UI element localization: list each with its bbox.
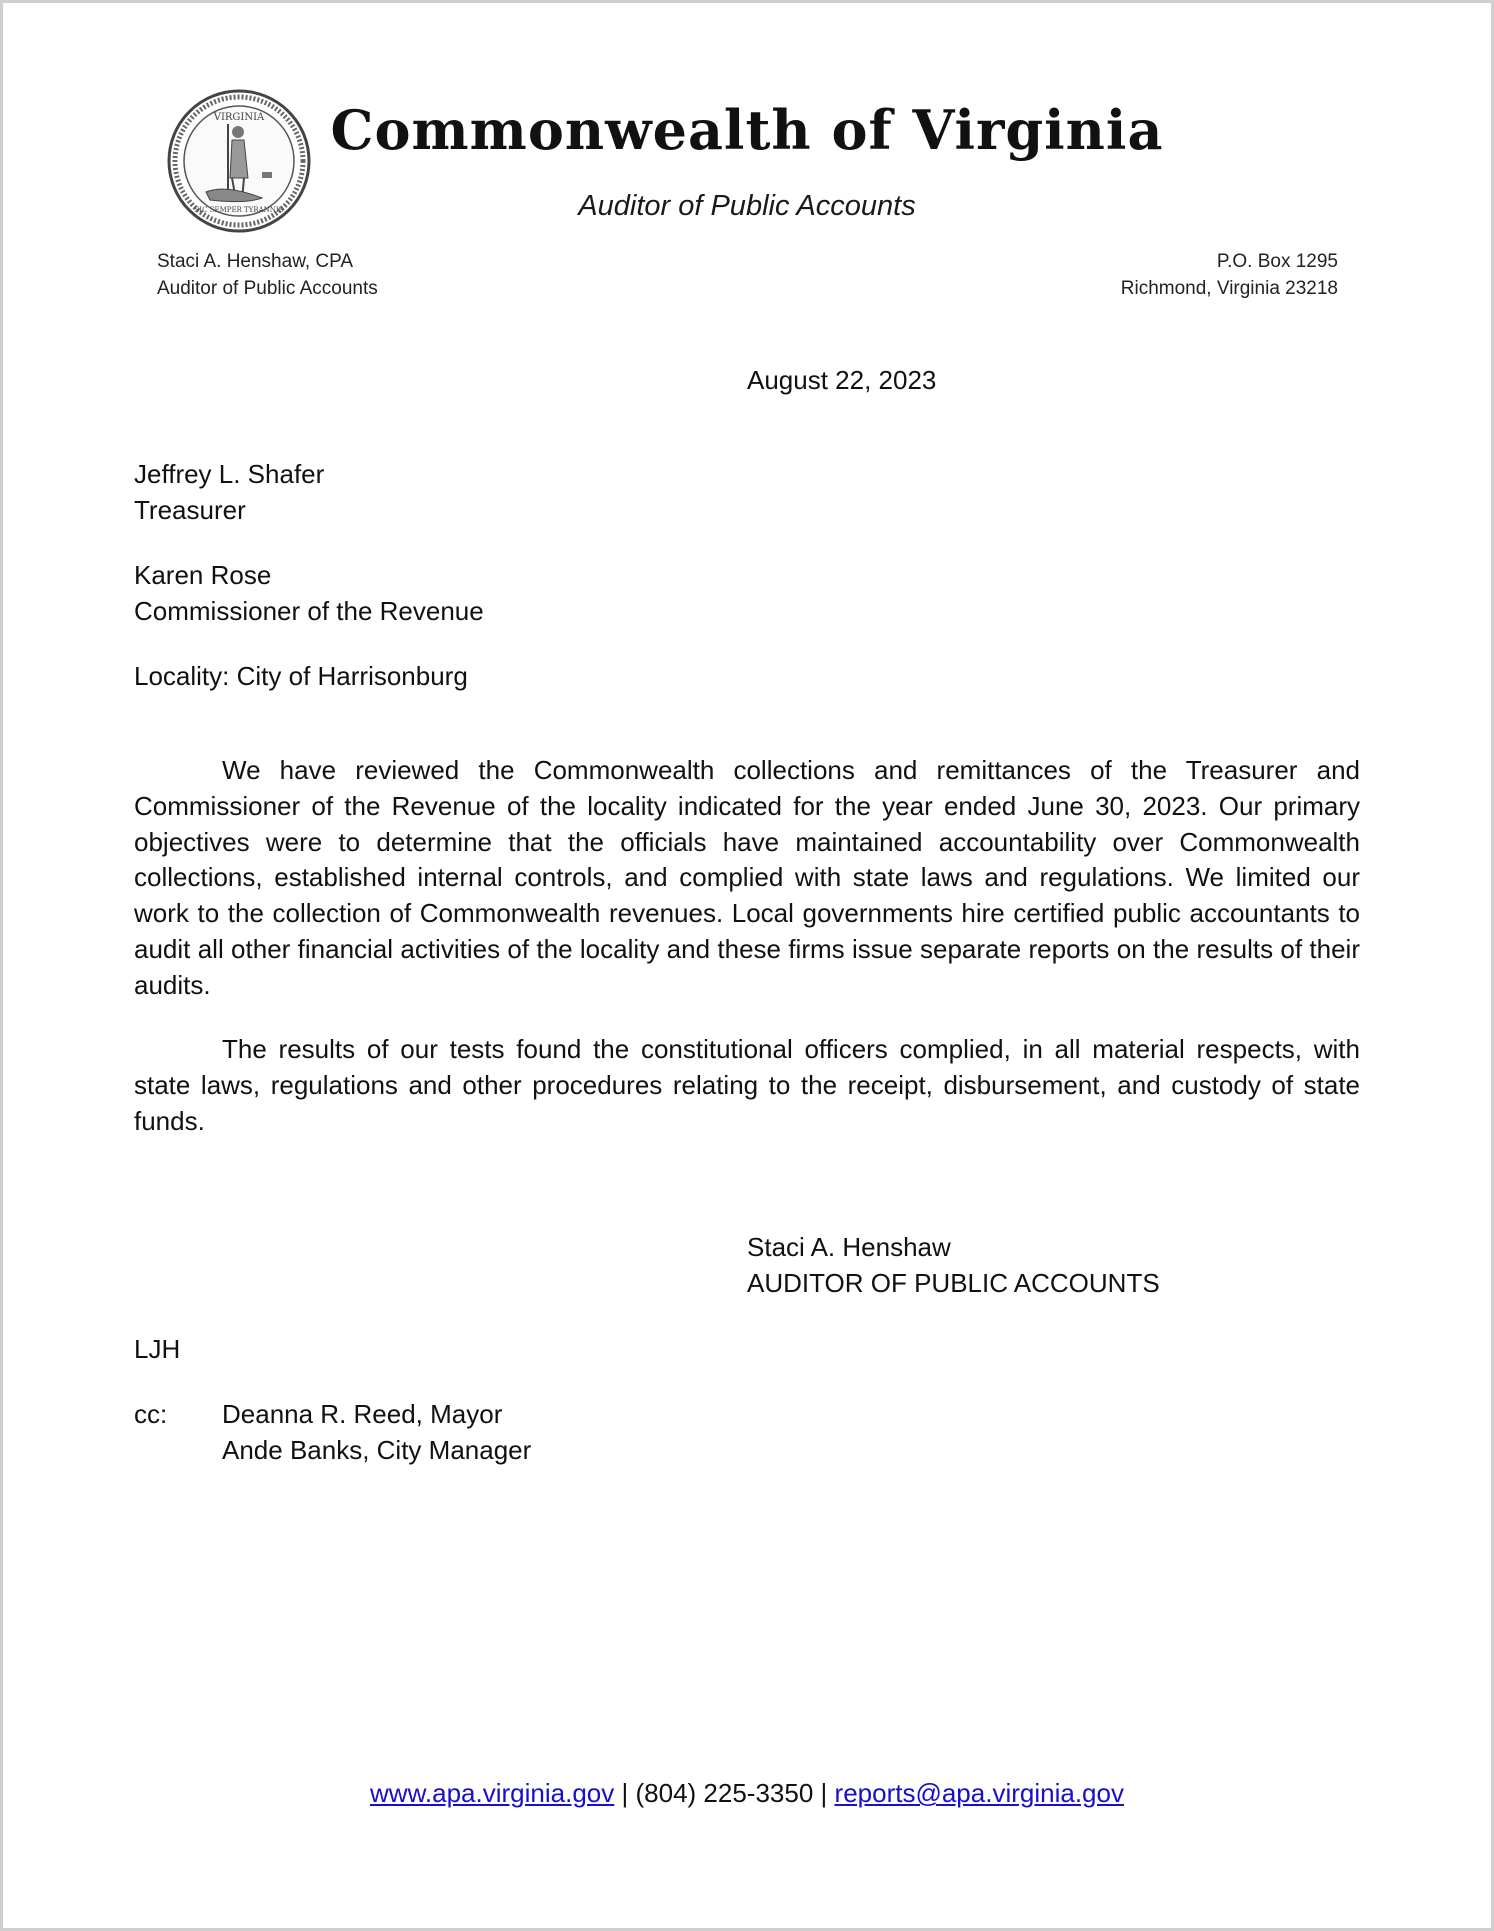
cc-recipient: Deanna R. Reed, Mayor xyxy=(222,1399,503,1429)
recipient-title: Commissioner of the Revenue xyxy=(134,596,484,626)
mailing-address-block xyxy=(1121,248,1338,302)
signer-name: Staci A. Henshaw xyxy=(747,1232,951,1262)
website-link[interactable]: www.apa.virginia.gov xyxy=(370,1778,615,1808)
signature-block xyxy=(747,1229,1160,1301)
footer-separator: | xyxy=(621,1778,629,1808)
recipient-name: Karen Rose xyxy=(134,560,272,590)
recipient-name: Jeffrey L. Shafer xyxy=(134,459,325,489)
recipient-block xyxy=(134,456,484,694)
footer-separator: | xyxy=(820,1778,828,1808)
svg-text:SIC SEMPER TYRANNIS: SIC SEMPER TYRANNIS xyxy=(194,206,284,214)
svg-text:VIRGINIA: VIRGINIA xyxy=(213,112,265,123)
letterhead-subtitle: Auditor of Public Accounts xyxy=(578,190,916,222)
recipient-title: Treasurer xyxy=(134,495,246,525)
footer-contact xyxy=(0,1778,1494,1809)
cc-label: cc: xyxy=(134,1399,168,1429)
phone-number: (804) 225-3350 xyxy=(635,1778,814,1808)
body-paragraph xyxy=(134,753,1360,1004)
typist-initials: LJH xyxy=(134,1334,181,1364)
auditor-info-block xyxy=(157,248,378,302)
body-paragraph xyxy=(134,1032,1360,1139)
paragraph-text: We have reviewed the Commonwealth collections and remittances of the Treasurer and Commissioner of the Revenue of the locality indicated for the year ended June 30, 2023. Our primary objectives were to determine that the officials have maintained accountability over Commonwealth collections, established internal controls, and complied with state laws and regulations. We limited our work to the collection of Commonwealth revenues. Local governments hire certified public accountants to audit all other financial activities of the locality and these firms issue separate reports on the results of their audits. xyxy=(134,755,1360,1000)
letter-date: August 22, 2023 xyxy=(747,365,937,395)
email-link[interactable]: reports@apa.virginia.gov xyxy=(834,1778,1124,1808)
cc-recipient: Ande Banks, City Manager xyxy=(222,1435,532,1465)
locality-line: Locality: City of Harrisonburg xyxy=(134,661,468,691)
letterhead-title: Commonwealth of Virginia xyxy=(330,98,1164,162)
auditor-office: Auditor of Public Accounts xyxy=(157,278,378,299)
paragraph-text: The results of our tests found the constitutional officers complied, in all material respects, with state laws, regulations and other procedures relating to the receipt, disbursement, and custody of state funds. xyxy=(134,1034,1360,1136)
auditor-name: Staci A. Henshaw, CPA xyxy=(157,251,354,272)
po-box: P.O. Box 1295 xyxy=(1216,251,1338,272)
signer-title: AUDITOR OF PUBLIC ACCOUNTS xyxy=(747,1268,1160,1298)
city-state-zip: Richmond, Virginia 23218 xyxy=(1120,278,1338,299)
cc-list xyxy=(222,1396,531,1468)
